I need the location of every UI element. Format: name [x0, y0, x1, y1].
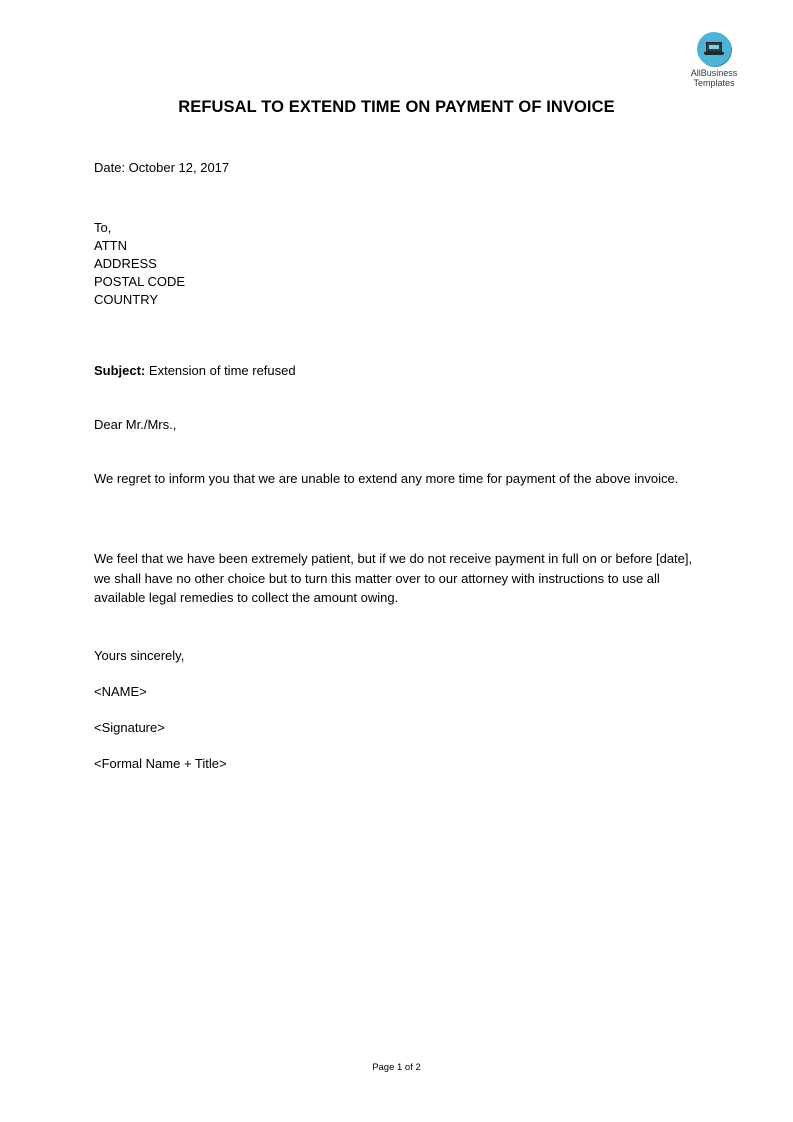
address-postal-code: POSTAL CODE	[94, 274, 186, 289]
address-line: ADDRESS	[94, 256, 157, 271]
body-paragraph-1: We regret to inform you that we are unable to extend any more time for payment of the above invoice.	[94, 471, 679, 486]
closing: Yours sincerely,	[94, 648, 185, 663]
subject-label: Subject:	[94, 363, 146, 378]
subject-text: Extension of time refused	[145, 363, 296, 378]
signature-placeholder: <Signature>	[94, 720, 165, 735]
salutation: Dear Mr./Mrs.,	[94, 417, 177, 432]
recipient-address	[94, 219, 185, 309]
page-number: Page 1 of 2	[372, 1062, 421, 1073]
document-title: REFUSAL TO EXTEND TIME ON PAYMENT OF INVOICE	[178, 98, 615, 116]
allbusiness-logo	[682, 32, 746, 88]
letter-date: Date: October 12, 2017	[94, 160, 230, 175]
formal-name-placeholder: <Formal Name + Title>	[94, 756, 227, 771]
sender-name-placeholder: <NAME>	[94, 684, 147, 699]
address-country: COUNTRY	[94, 292, 159, 307]
subject-line	[94, 362, 296, 380]
logo-line-1: AllBusiness	[690, 68, 738, 78]
laptop-icon	[697, 32, 731, 66]
address-to: To,	[94, 220, 112, 235]
body-paragraph-2: We feel that we have been extremely patient, but if we do not receive payment in full on or before [date], we shall have no other choice but to turn this matter over to our attorney with instructions to use all available legal remedies to collect the amount owing.	[94, 551, 693, 605]
logo-text	[682, 68, 746, 88]
logo-line-2: Templates	[693, 78, 735, 88]
address-attn: ATTN	[94, 238, 127, 253]
